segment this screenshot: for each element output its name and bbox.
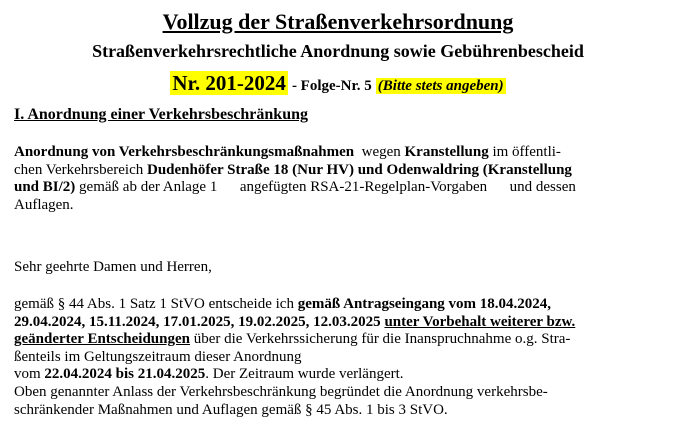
decision-line-3: geänderter Entscheidungen über die Verkehrssicherung für die Inanspruchnahme o.g. Stra- bbox=[14, 331, 571, 348]
application-dates-list: 29.04.2024, 15.11.2024, 17.01.2025, 19.02.2025, 12.03.2025 bbox=[14, 313, 381, 330]
order-line-3: und BI/2) gemäß ab der Anlage 1 angefügten RSA-21-Regelplan-Vorgaben und dessen bbox=[14, 179, 576, 196]
reference-number: Nr. 201-2024 bbox=[172, 71, 286, 95]
decision-line-1: gemäß § 44 Abs. 1 Satz 1 StVO entscheide ich gemäß Antragseingang vom 18.04.2024, bbox=[14, 296, 552, 312]
salutation: Sehr geehrte Damen und Herren, bbox=[14, 259, 212, 275]
reservation-text: unter Vorbehalt weiterer bzw. bbox=[384, 313, 576, 330]
decision-line-2 bbox=[14, 314, 664, 332]
validity-period: 22.04.2024 bis 21.04.2025 bbox=[44, 366, 206, 383]
order-line-2: chen Verkehrsbereich Dudenhöfer Straße 18 (Nur HV) und Odenwaldring (Kranstellung bbox=[14, 161, 572, 178]
order-location-text: Dudenhöfer Straße 18 (Nur HV) und Odenwaldring (Kranstellung bbox=[147, 161, 572, 178]
order-paragraph bbox=[14, 144, 664, 214]
reservation-text-cont: geänderter Entscheidungen bbox=[14, 331, 190, 348]
decision-line-5: vom 22.04.2024 bis 21.04.2025. Der Zeitraum wurde verlängert. bbox=[14, 366, 404, 383]
decision-paragraph bbox=[14, 296, 664, 419]
order-location-suffix: und BI/2) bbox=[14, 179, 76, 196]
order-line-1: Anordnung von Verkehrsbeschränkungsmaßnahmen wegen Kranstellung im öffentli- bbox=[14, 144, 561, 160]
reference-number-line bbox=[0, 70, 676, 99]
application-dates-text: gemäß Antragseingang vom 18.04.2024, bbox=[297, 296, 552, 312]
order-line-4: Auflagen. bbox=[14, 196, 74, 213]
decision-line-4: ßenteils im Geltungszeitraum dieser Anordnung bbox=[14, 348, 302, 365]
document-subtitle: Straßenverkehrsrechtliche Anordnung sowie Gebührenbescheid bbox=[92, 41, 584, 61]
order-reason-text: Kranstellung bbox=[404, 144, 489, 160]
order-measure-text: Anordnung von Verkehrsbeschränkungsmaßnahmen bbox=[14, 144, 355, 160]
reference-hint: (Bitte stets angeben) bbox=[377, 78, 504, 94]
sequence-number: - Folge-Nr. 5 bbox=[291, 78, 372, 94]
document-title: Vollzug der Straßenverkehrsordnung bbox=[162, 9, 514, 34]
decision-line-7: schränkender Maßnahmen und Auflagen gemäß § 45 Abs. 1 bis 3 StVO. bbox=[14, 401, 448, 418]
section-heading: I. Anordnung einer Verkehrsbeschränkung bbox=[14, 106, 308, 123]
decision-line-6: Oben genannter Anlass der Verkehrsbeschränkung begründet die Anordnung verkehrsbe- bbox=[14, 383, 548, 400]
